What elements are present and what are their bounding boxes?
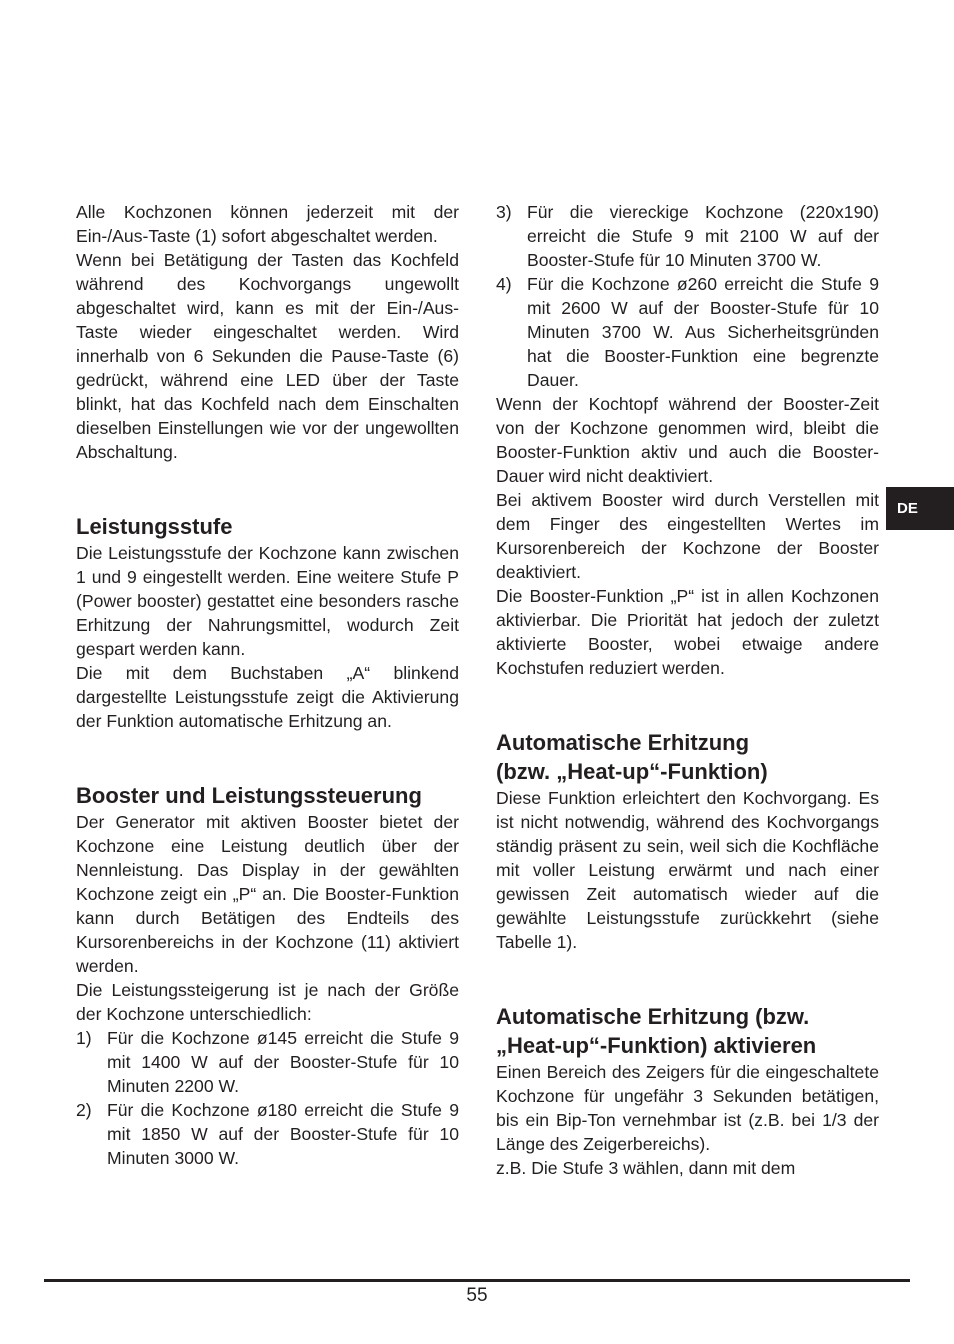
list-item (496, 272, 879, 392)
intro-paragraph-2: Wenn bei Betätigung der Tasten das Kochfeld während des Kochvorgangs ungewollt abgeschaltet wird, kann es mit der Ein-/Aus-Taste wieder eingeschaltet werden. Wird innerhalb von 6 Sekunden die Pause-Taste (6) gedrückt, während eine LED über der Taste blinkt, hat das Kochfeld nach dem Einschalten dieselben Einstellungen wie vor der ungewollten Abschaltung. (76, 250, 459, 462)
list-item (496, 200, 879, 272)
booster-list-right (496, 200, 879, 392)
leistungsstufe-paragraph-1: Die Leistungsstufe der Kochzone kann zwischen 1 und 9 eingestellt werden. Eine weitere Stufe P (Power booster) gestattet eine besonders rasche Erhitzung der Nahrungsmittel, wodurch Zeit gespart werden kann. (76, 543, 459, 659)
list-item-number: 4) (496, 274, 512, 294)
heading-leistungsstufe: Leistungsstufe (76, 514, 233, 539)
booster-list-left (76, 1026, 459, 1170)
heading-booster: Booster und Leistungssteuerung (76, 783, 422, 808)
section-spacer (76, 733, 459, 781)
heading-heatup-line-1: Automatische Erhitzung (496, 730, 750, 755)
booster-continued-paragraph-1: Wenn der Kochtopf während der Booster-Zeit von der Kochzone genommen wird, bleibt die Booster-Funktion aktiv und auch die Booster-Dauer wird nicht deaktiviert. (496, 394, 879, 486)
section-spacer (496, 680, 879, 728)
list-item-number: 3) (496, 202, 512, 222)
heatup-paragraph-1: Diese Funktion erleichtert den Kochvorgang. Es ist nicht notwendig, während des Kochvorgangs ständig präsent zu sein, weil sich die Kochfläche mit voller Leistung erwärmt und nach einer gewissen Zeit automatisch wieder auf die gewählte Leistungsstufe zurückkehrt (siehe Tabelle 1). (496, 788, 879, 952)
section-spacer (76, 464, 459, 512)
list-item-text: Für die viereckige Kochzone (220x190) erreicht die Stufe 9 mit 2100 W auf der Booster-Stufe für 10 Minuten 3700 W. (527, 202, 879, 270)
footer-divider (44, 1279, 910, 1282)
left-column (76, 200, 459, 1170)
heading-heatup-activate-line-2: „Heat-up“-Funktion) aktivieren (496, 1033, 817, 1058)
booster-paragraph-2: Die Leistungssteigerung ist je nach der Größe der Kochzone unterschiedlich: (76, 980, 459, 1024)
booster-continued-paragraph-2: Bei aktivem Booster wird durch Verstellen mit dem Finger des eingestellten Wertes im Kursorenbereich der Kochzone der Booster deaktiviert. (496, 490, 879, 582)
heatup-activate-paragraph-1: Einen Bereich des Zeigers für die eingeschaltete Kochzone für ungefähr 3 Sekunden betätigen, bis ein Bip-Ton vernehmbar ist (z.B. bei 1/3 der Länge des Zeigerbereichs). (496, 1062, 879, 1154)
section-spacer (496, 954, 879, 1002)
list-item-text: Für die Kochzone ø145 erreicht die Stufe 9 mit 1400 W auf der Booster-Stufe für 10 Minuten 2200 W. (107, 1028, 459, 1096)
heatup-activate-paragraph-2: z.B. Die Stufe 3 wählen, dann mit dem (496, 1158, 796, 1178)
list-item-text: Für die Kochzone ø260 erreicht die Stufe 9 mit 2600 W auf der Booster-Stufe für 10 Minuten 3700 W. Aus Sicherheitsgründen hat die Booster-Funktion eine begrenzte Dauer. (527, 274, 879, 390)
booster-continued-paragraph-3: Die Booster-Funktion „P“ ist in allen Kochzonen aktivierbar. Die Priorität hat jedoch der zuletzt aktivierte Booster, wobei etwaige andere Kochstufen reduziert werden. (496, 586, 879, 678)
list-item-text: Für die Kochzone ø180 erreicht die Stufe 9 mit 1850 W auf der Booster-Stufe für 10 Minuten 3000 W. (107, 1100, 459, 1168)
list-item-number: 2) (76, 1100, 92, 1120)
language-tab: DE (886, 487, 954, 530)
intro-paragraph-1: Alle Kochzonen können jederzeit mit der Ein-/Aus-Taste (1) sofort abgeschaltet werden. (76, 202, 459, 246)
heading-heatup-activate (496, 1002, 879, 1060)
right-column (496, 200, 879, 1180)
list-item (76, 1098, 459, 1170)
list-item (76, 1026, 459, 1098)
heading-heatup-activate-line-1: Automatische Erhitzung (bzw. (496, 1004, 810, 1029)
booster-paragraph-1: Der Generator mit aktiven Booster bietet der Kochzone eine Leistung deutlich über der Nennleistung. Das Display in der gewählten Kochzone zeigt ein „P“ an. Die Booster-Funktion kann durch Betätigen des Endteils des Kursorenbereichs in der Kochzone (11) aktiviert werden. (76, 812, 459, 976)
heading-heatup (496, 728, 879, 786)
leistungsstufe-paragraph-2: Die mit dem Buchstaben „A“ blinkend dargestellte Leistungsstufe zeigt die Aktivierung der Funktion automatische Erhitzung an. (76, 663, 459, 731)
heading-heatup-line-2: (bzw. „Heat-up“-Funktion) (496, 759, 768, 784)
page-number: 55 (466, 1285, 488, 1306)
list-item-number: 1) (76, 1028, 92, 1048)
